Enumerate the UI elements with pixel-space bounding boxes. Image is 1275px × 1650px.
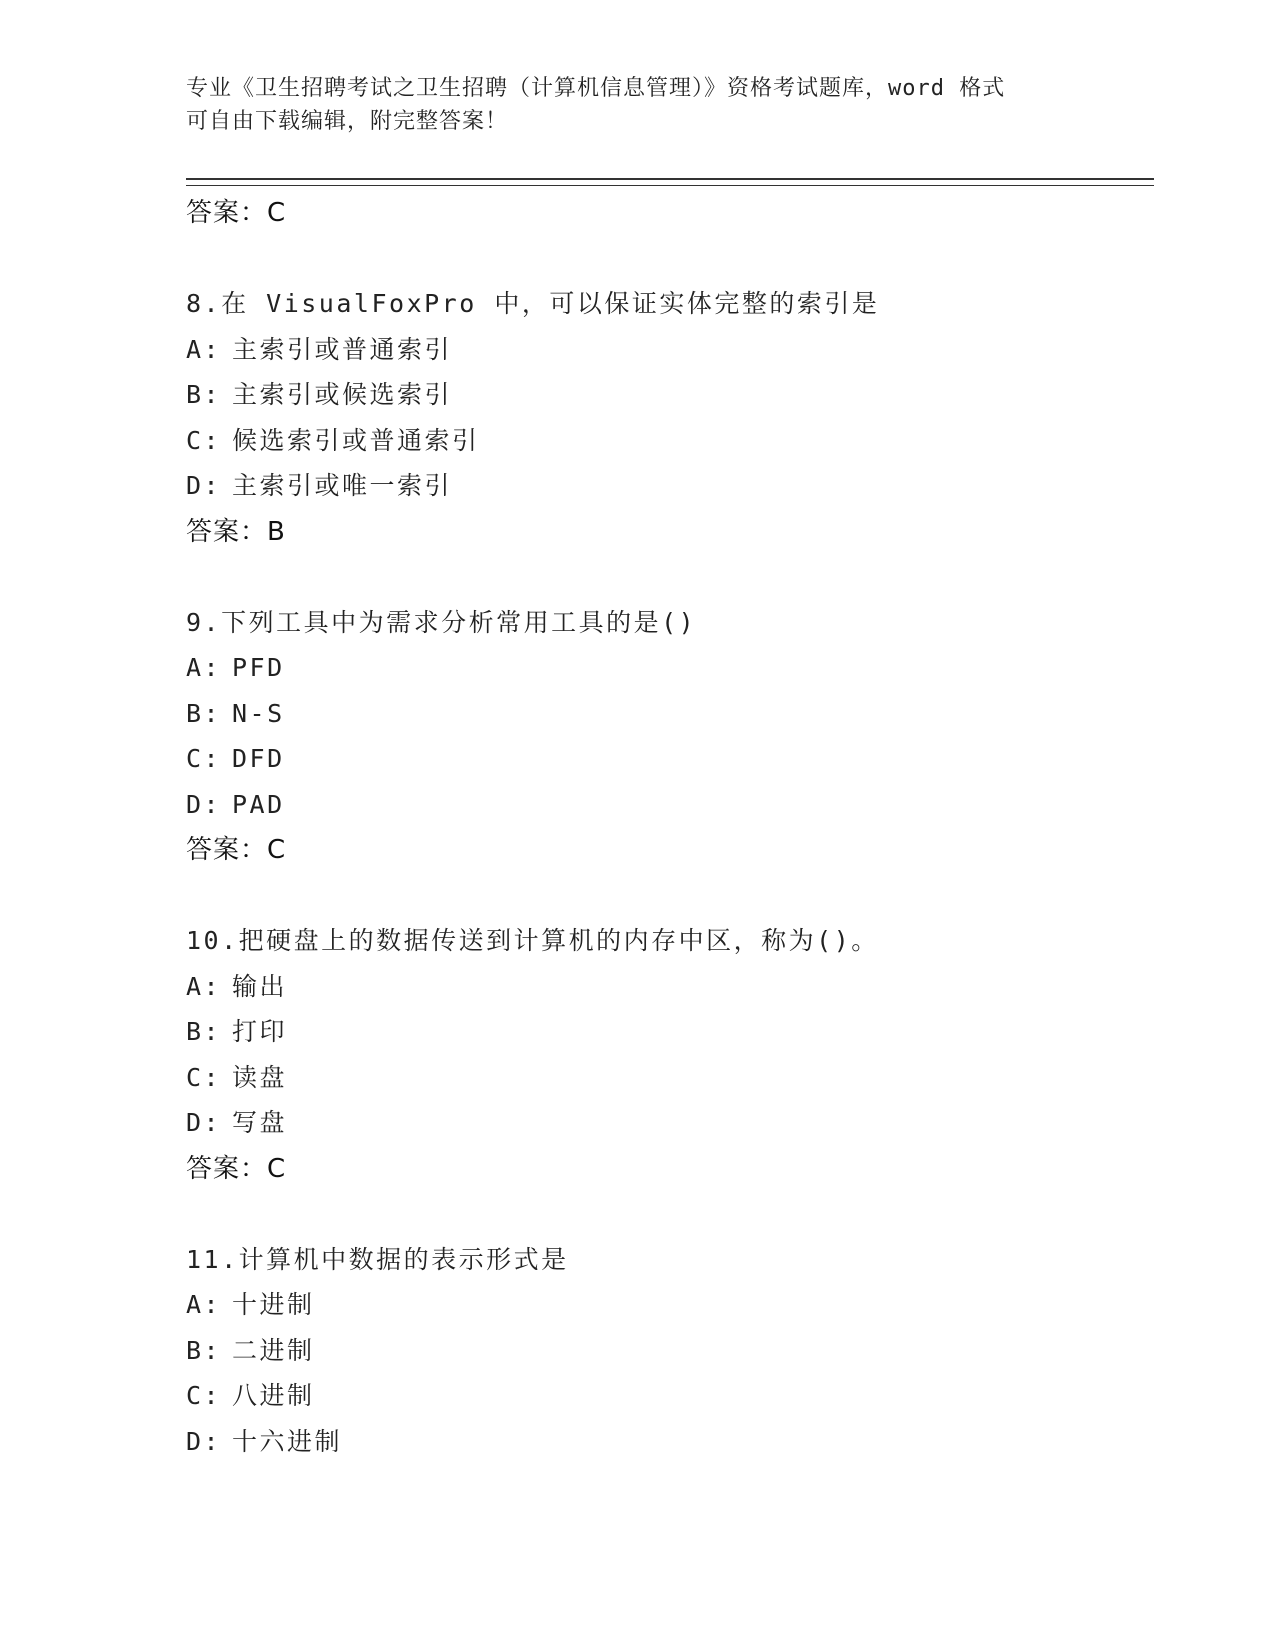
option-b xyxy=(186,1009,1154,1055)
option-text: 主索引或普通索引 xyxy=(232,334,453,364)
option-key: B: xyxy=(186,1017,222,1046)
question-10 xyxy=(186,918,1154,1192)
header-line-1: 专业《卫生招聘考试之卫生招聘（计算机信息管理）》资格考试题库，word 格式 xyxy=(186,76,1006,101)
option-d xyxy=(186,782,1154,828)
option-a xyxy=(186,645,1154,691)
option-key: C: xyxy=(186,1062,222,1092)
option-key: D: xyxy=(186,789,222,819)
option-key: D: xyxy=(186,1108,222,1137)
question-stem: 11.计算机中数据的表示形式是 xyxy=(186,1244,569,1274)
option-key: D: xyxy=(186,1426,222,1456)
option-key: B: xyxy=(186,1335,222,1365)
option-text: 读盘 xyxy=(232,1062,288,1092)
option-text: DFD xyxy=(232,744,285,773)
option-c xyxy=(186,1055,1154,1101)
option-text: PFD xyxy=(232,653,285,682)
option-text: 十六进制 xyxy=(232,1426,343,1456)
question-stem: 8.在 VisualFoxPro 中，可以保证实体完整的索引是 xyxy=(186,289,880,318)
header-divider xyxy=(186,178,1154,186)
option-key: B: xyxy=(186,380,222,409)
question-11 xyxy=(186,1237,1154,1465)
option-a xyxy=(186,327,1154,373)
option-text: N-S xyxy=(232,698,285,728)
option-b xyxy=(186,1328,1154,1374)
option-d xyxy=(186,1100,1154,1146)
option-text: PAD xyxy=(232,789,285,819)
option-text: 主索引或候选索引 xyxy=(232,380,453,409)
option-key: A: xyxy=(186,1290,222,1319)
option-a xyxy=(186,964,1154,1010)
option-text: 打印 xyxy=(232,1017,288,1046)
header-line-2: 可自由下载编辑，附完整答案！ xyxy=(186,109,509,134)
option-text: 候选索引或普通索引 xyxy=(232,425,480,455)
option-c xyxy=(186,418,1154,464)
option-text: 写盘 xyxy=(232,1108,288,1137)
option-d xyxy=(186,1419,1154,1465)
option-text: 主索引或唯一索引 xyxy=(232,471,453,500)
option-c xyxy=(186,1373,1154,1419)
option-key: B: xyxy=(186,698,222,728)
answer-line: 答案：C xyxy=(186,835,287,865)
option-b xyxy=(186,372,1154,418)
option-key: C: xyxy=(186,425,222,455)
option-key: A: xyxy=(186,653,222,682)
question-list xyxy=(186,190,1154,1464)
question-stem: 9.下列工具中为需求分析常用工具的是() xyxy=(186,607,697,637)
option-text: 八进制 xyxy=(232,1381,315,1410)
option-key: A: xyxy=(186,971,222,1001)
option-a xyxy=(186,1282,1154,1328)
option-text: 输出 xyxy=(232,971,288,1001)
option-key: C: xyxy=(186,1381,222,1410)
question-stem: 10.把硬盘上的数据传送到计算机的内存中区，称为()。 xyxy=(186,926,879,955)
option-text: 十进制 xyxy=(232,1290,315,1319)
question-9 xyxy=(186,600,1154,874)
option-text: 二进制 xyxy=(232,1335,315,1365)
question-8 xyxy=(186,281,1154,555)
option-key: C: xyxy=(186,744,222,773)
option-b xyxy=(186,691,1154,737)
option-c xyxy=(186,736,1154,782)
answer-line: 答案：C xyxy=(186,1153,287,1184)
option-key: A: xyxy=(186,334,222,364)
document-header xyxy=(186,72,1066,138)
answer-line: 答案：B xyxy=(186,516,286,547)
option-key: D: xyxy=(186,471,222,500)
option-d xyxy=(186,463,1154,509)
answer-line: 答案：C xyxy=(186,198,287,228)
